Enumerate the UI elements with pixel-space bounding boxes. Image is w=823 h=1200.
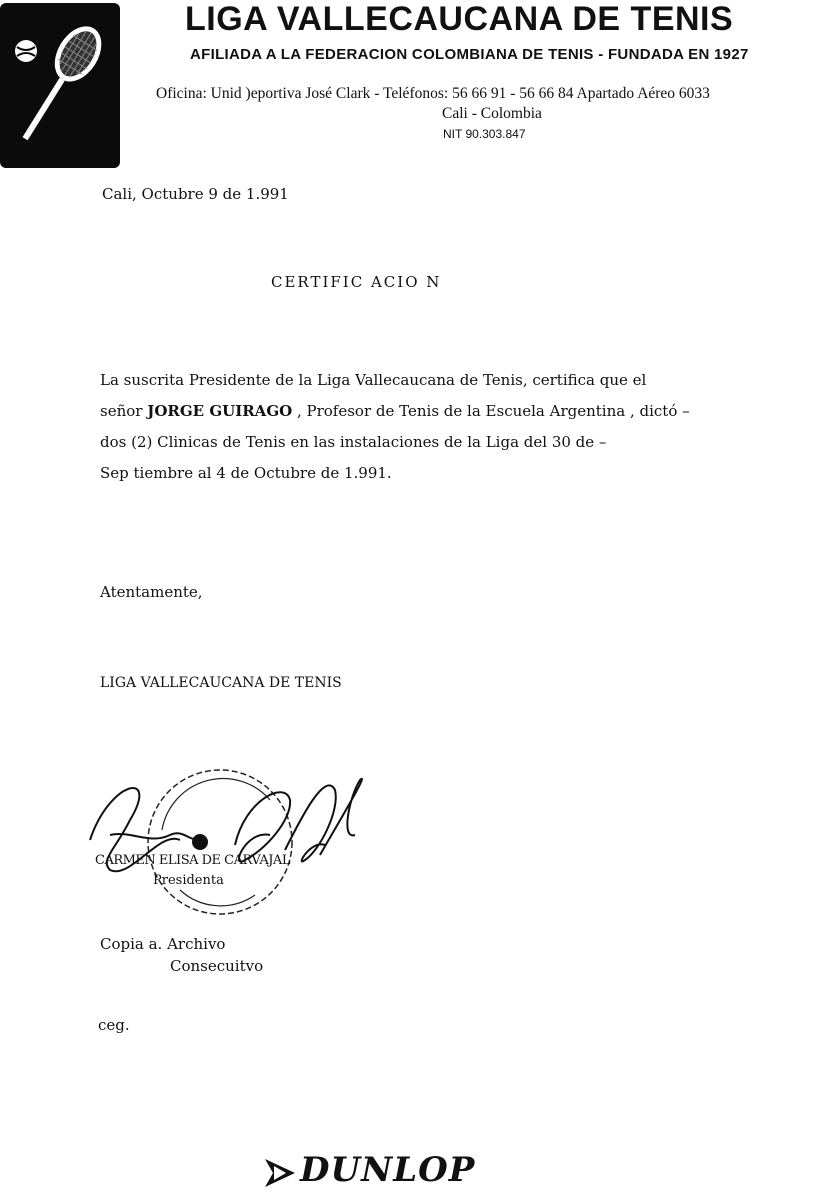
organization-subtitle: AFILIADA A LA FEDERACION COLOMBIANA DE TENIS - FUNDADA EN 1927 — [190, 46, 749, 63]
body-line-3: dos (2) Clinicas de Tenis en las instalaciones de la Liga del 30 de – — [100, 433, 607, 451]
signature-and-seal — [70, 760, 390, 920]
body-line-2-post: , Profesor de Tenis de la Escuela Argentina , dictó – — [292, 402, 690, 420]
body-line-1: La suscrita Presidente de la Liga Vallecaucana de Tenis, certifica que el — [100, 371, 647, 389]
city-line: Cali - Colombia — [442, 105, 542, 122]
body-line-2 — [100, 396, 690, 427]
professor-name: JORGE GUIRAGO — [147, 402, 293, 420]
signer-role: Presidenta — [153, 873, 224, 888]
body-line-4: Sep tiembre al 4 de Octubre de 1.991. — [100, 464, 392, 482]
signing-organization: LIGA VALLECAUCANA DE TENIS — [100, 675, 342, 691]
office-contact-line: Oficina: Unid )eportiva José Clark - Teléfonos: 56 66 91 - 56 66 84 Apartado Aéreo 6033 — [156, 85, 710, 102]
sponsor-brand: DUNLOP — [300, 1150, 476, 1190]
organization-title: LIGA VALLECAUCANA DE TENIS — [185, 0, 734, 38]
dunlop-logo-icon — [262, 1155, 298, 1191]
tennis-racket-icon — [0, 3, 120, 168]
official-seal — [148, 770, 292, 914]
letter-heading: CERTIFIC ACIO N — [271, 273, 442, 291]
signer-name: CARMEN ELISA DE CARVAJAL — [95, 853, 290, 868]
typist-initials: ceg. — [98, 1016, 130, 1034]
letter-closing: Atentamente, — [100, 583, 203, 601]
league-logo — [0, 3, 120, 168]
copy-to-line-2: Consecuitvo — [170, 957, 264, 975]
nit-number: NIT 90.303.847 — [443, 127, 526, 141]
body-line-2-pre: señor — [100, 402, 148, 420]
letter-body — [100, 365, 690, 489]
copy-to-line-1: Copia a. Archivo — [100, 935, 226, 953]
letter-date: Cali, Octubre 9 de 1.991 — [102, 185, 289, 203]
